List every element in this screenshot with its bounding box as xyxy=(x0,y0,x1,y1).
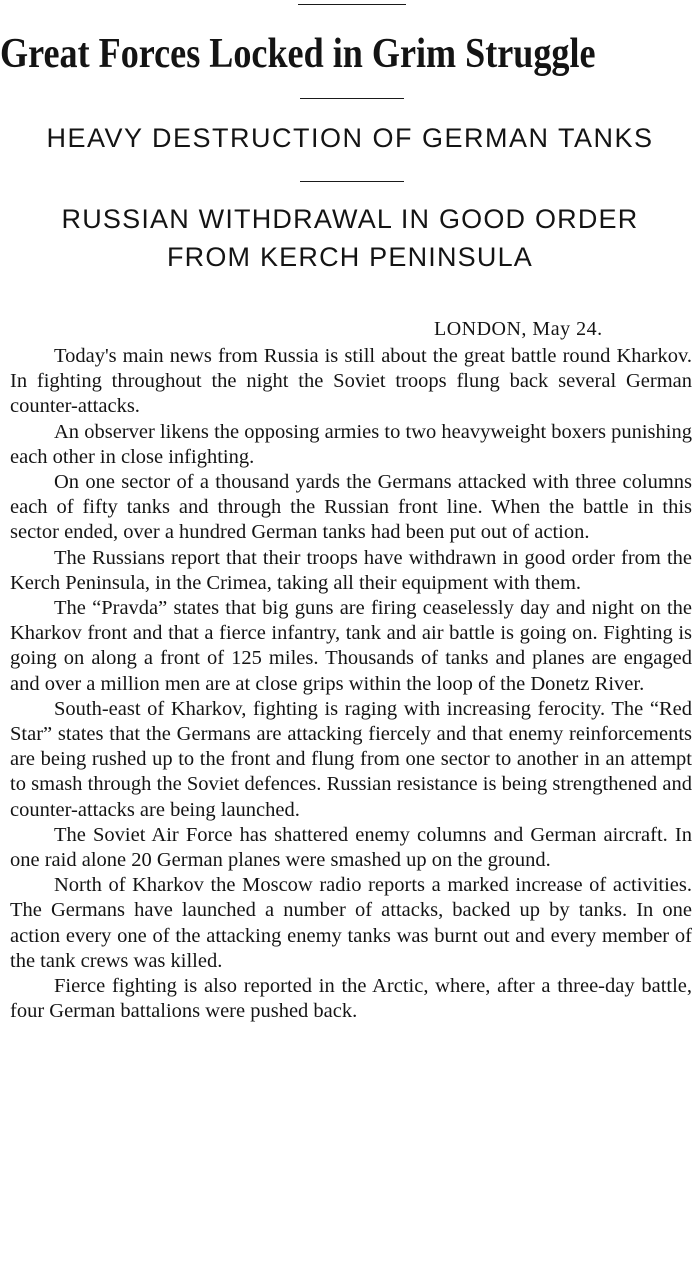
paragraph-1: Today's main news from Russia is still about the great battle round Kharkov. In fighting throughout the night the Soviet troops flung back several German counter-attacks. xyxy=(10,345,692,418)
paragraph-8: North of Kharkov the Moscow radio reports a marked increase of activities. The Germans have launched a number of attacks, backed up by tanks. In one action every one of the attacking enemy tanks was burnt out and every member of the tank crews was killed. xyxy=(10,874,692,972)
paragraph-9: Fierce fighting is also reported in the Arctic, where, after a three-day battle, four German battalions were pushed back. xyxy=(10,975,692,1023)
paragraph-3: On one sector of a thousand yards the Germans attacked with three columns each of fifty tanks and through the Russian front line. When the battle in this sector ended, over a hundred German tanks had been put out of action. xyxy=(10,471,692,544)
paragraph-5: The “Pravda” states that big guns are firing ceaselessly day and night on the Kharkov front and that a fierce infantry, tank and air battle is going on. Fighting is going on along a front of 125 miles. Thousands of tanks and planes are engaged and over a million men are at close grips within the loop of the Donetz River. xyxy=(10,597,692,695)
headline-rule xyxy=(300,98,404,99)
paragraph-7: The Soviet Air Force has shattered enemy columns and German aircraft. In one raid alone 20 German planes were smashed up on the ground. xyxy=(10,823,692,872)
top-rule xyxy=(298,4,406,5)
deck-line-2: FROM KERCH PENINSULA xyxy=(166,242,534,272)
article-body xyxy=(10,344,692,1024)
subheadline: HEAVY DESTRUCTION OF GERMAN TANKS xyxy=(46,123,654,153)
paragraph-2: An observer likens the opposing armies to two heavyweight boxers punishing each other in close infighting. xyxy=(10,420,692,468)
subheadline-rule xyxy=(300,181,404,182)
deck-heading xyxy=(0,200,700,276)
paragraph-6: South-east of Kharkov, fighting is raging with increasing ferocity. The “Red Star” states that the Germans are attacking fiercely and that enemy reinforcements are being rushed up to the front and flung from one sector to another in an attempt to smash through the Soviet defences. Russian resistance is being strengthened and counter-attacks are being launched. xyxy=(10,697,692,821)
headline: Great Forces Locked in Grim Struggle xyxy=(0,31,596,77)
dateline: LONDON, May 24. xyxy=(434,318,603,340)
paragraph-4: The Russians report that their troops have withdrawn in good order from the Kerch Peninsula, in the Crimea, taking all their equipment with them. xyxy=(10,546,692,594)
deck-line-1: RUSSIAN WITHDRAWAL IN GOOD ORDER xyxy=(61,204,639,234)
